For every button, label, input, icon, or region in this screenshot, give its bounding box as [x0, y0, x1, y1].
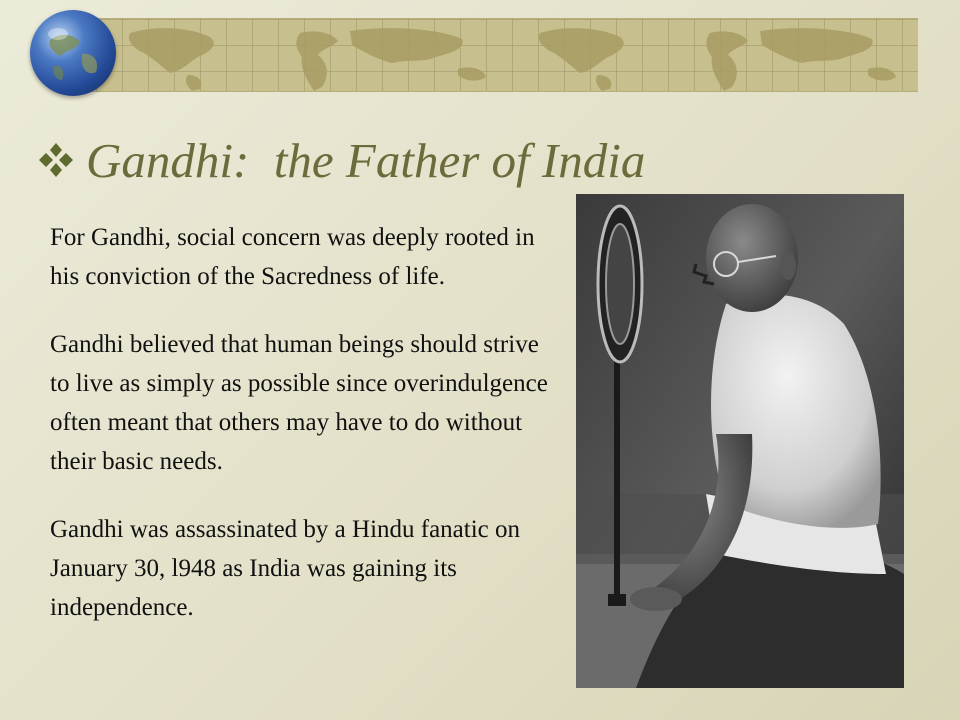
- slide-title: Gandhi: the Father of India: [86, 132, 646, 188]
- gandhi-photo: [576, 194, 904, 688]
- four-diamond-bullet-icon: [36, 140, 76, 180]
- title-row: [36, 128, 645, 192]
- globe-icon: [30, 10, 116, 96]
- paragraph-simple-living: Gandhi believed that human beings should strive to live as simply as possible since overindulgence often meant that others may have to do without their basic needs.: [50, 331, 548, 475]
- slide-body: [50, 218, 550, 656]
- paragraph-assassination: Gandhi was assassinated by a Hindu fanatic on January 30, l948 as India was gaining its independence.: [50, 516, 521, 621]
- world-map-banner: [70, 18, 918, 92]
- paragraph-social-concern: For Gandhi, social concern was deeply rooted in his conviction of the Sacredness of life.: [50, 224, 535, 290]
